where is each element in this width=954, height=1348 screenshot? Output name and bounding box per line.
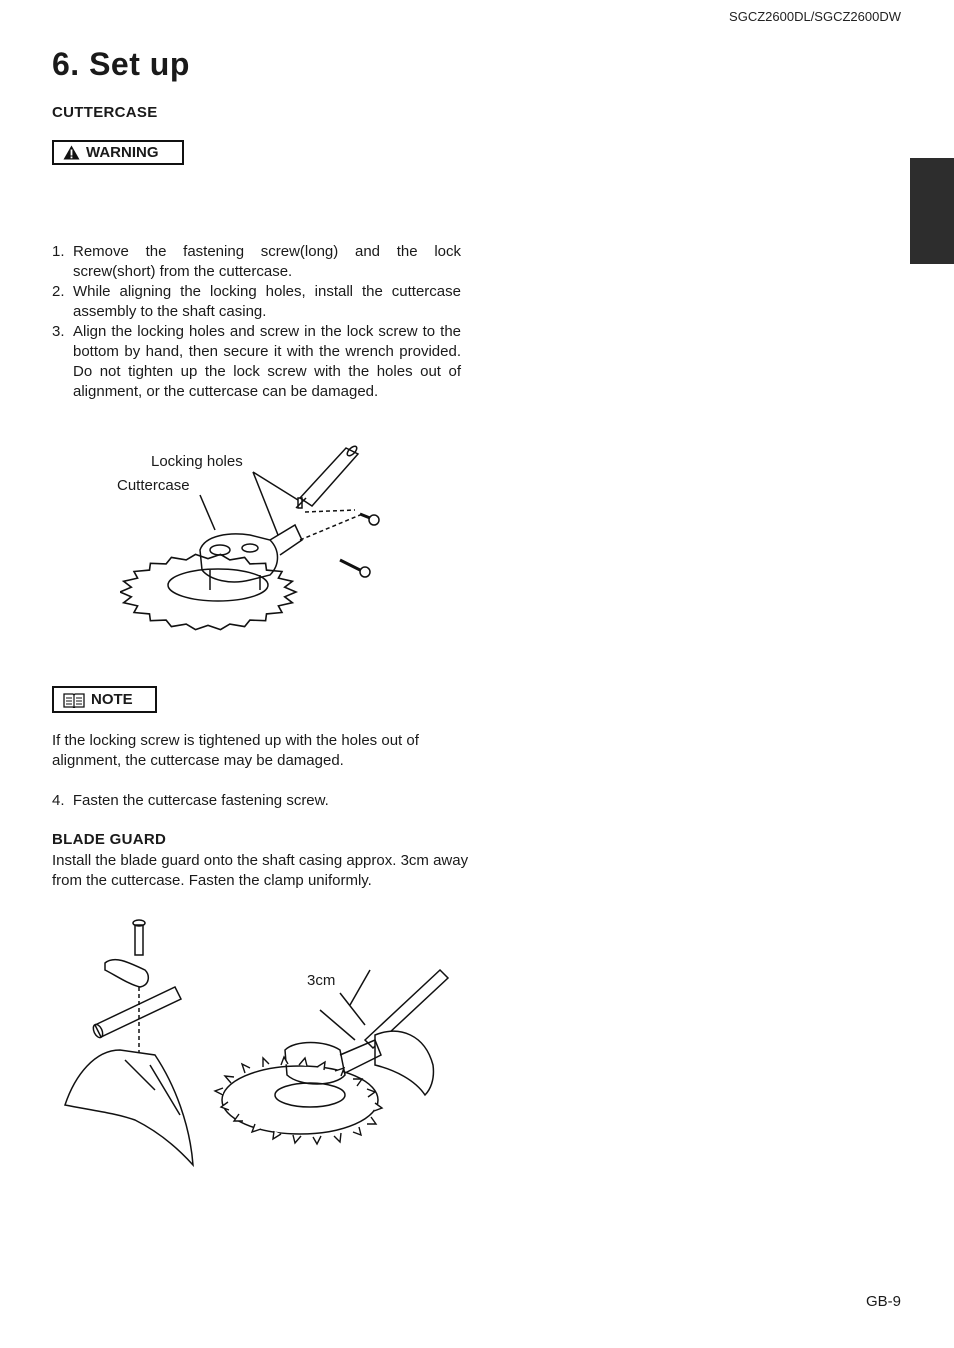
page-title: 6. Set up (52, 46, 190, 82)
blade-guard-text: Install the blade guard onto the shaft casing approx. 3cm away from the cuttercase. Fasten the clamp uniformly. (52, 852, 469, 889)
warning-label: WARNING (86, 144, 159, 161)
note-box (52, 686, 157, 713)
warning-box (52, 140, 184, 165)
section-tab (910, 158, 954, 264)
list-item: 2. While aligning the locking holes, install the cuttercase assembly to the shaft casing. (52, 283, 461, 320)
label-cuttercase: Cuttercase (117, 477, 190, 494)
step-4: 4. Fasten the cuttercase fastening screw. (52, 792, 329, 809)
page-number: GB-9 (865, 1293, 901, 1310)
list-item: 3. Align the locking holes and screw in the lock screw to the bottom by hand, then secure it with the wrench provided. Do not tighten up the lock screw with the holes out of alignment, or the cuttercase can be damaged. (52, 323, 461, 400)
label-3cm: 3cm (307, 972, 336, 989)
note-label: NOTE (91, 691, 133, 708)
blade-guard-diagram (55, 915, 455, 1170)
note-text: If the locking screw is tightened up with the holes out of alignment, the cuttercase may be damaged. (52, 732, 419, 769)
cuttercase-heading: CUTTERCASE (52, 104, 158, 121)
note-book-icon (63, 692, 85, 708)
cuttercase-diagram (120, 440, 400, 640)
model-number: SGCZ2600DL/SGCZ2600DW (729, 9, 901, 24)
label-locking-holes: Locking holes (151, 453, 243, 470)
blade-guard-heading: BLADE GUARD (52, 831, 167, 848)
list-item: 1. Remove the fastening screw(long) and the lock screw(short) from the cuttercase. (52, 243, 461, 280)
warning-triangle-icon (63, 145, 80, 160)
cuttercase-steps (52, 242, 461, 402)
